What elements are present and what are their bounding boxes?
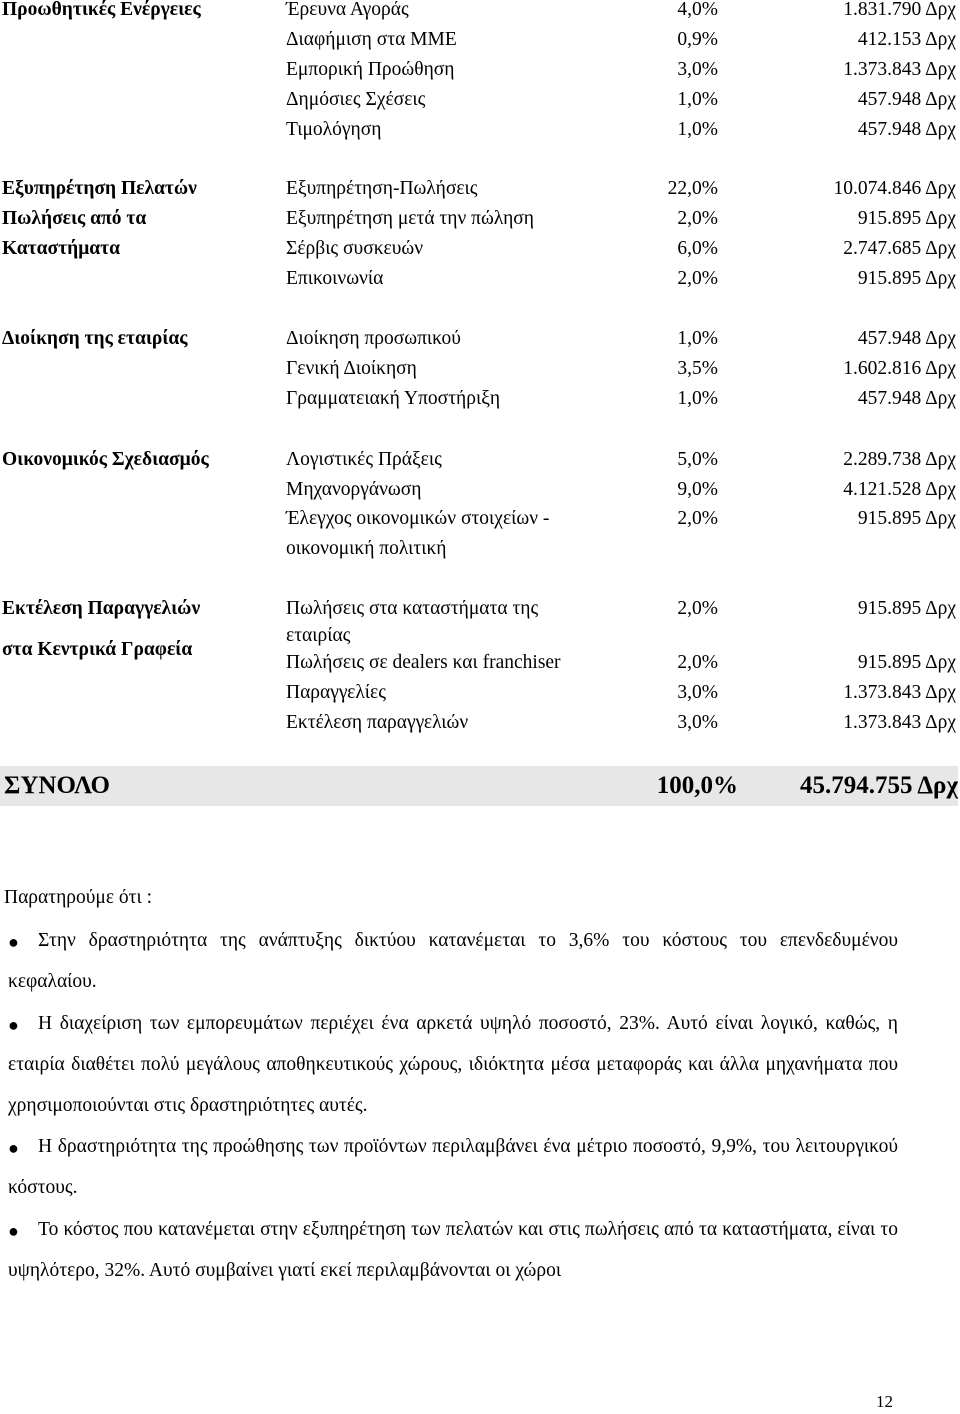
activity-cell: Πωλήσεις στα καταστήματα της [286,598,539,619]
section-title: Εκτέλεση Παραγγελιών [2,598,201,619]
activity-cell: Σέρβις συσκευών [286,238,424,259]
section-title: Διοίκηση της εταιρίας [2,328,188,349]
activity-cell: Γενική Διοίκηση [286,358,417,379]
amount-cell: 10.074.846 Δρχ [833,178,956,199]
amount-cell: 1.602.816 Δρχ [843,358,956,379]
activity-cell-continued: οικονομική πολιτική [286,538,447,559]
total-percent: 100,0% [656,772,738,799]
amount-cell: 915.895 Δρχ [857,598,956,619]
section-title: Πωλήσεις από τα [2,208,147,229]
amount-cell: 915.895 Δρχ [857,208,956,229]
amount-cell: 457.948 Δρχ [857,89,956,110]
notes-intro: Παρατηρούμε ότι : [4,887,153,908]
percent-cell: 3,5% [677,358,718,379]
activity-cell: Έλεγχος οικονομικών στοιχείων - [286,508,550,529]
activity-cell: Έρευνα Αγοράς [286,0,409,20]
activity-cell: Διοίκηση προσωπικού [286,328,461,349]
note-item: Στην δραστηριότητα της ανάπτυξης δικτύου κατανέμεται το 3,6% του κόστους του επενδεδυμένου κεφαλαίου. [8,930,898,992]
activity-cell-continued: εταιρίας [286,625,351,646]
amount-cell: 915.895 Δρχ [857,508,956,529]
percent-cell: 3,0% [677,682,718,703]
activity-cell: Παραγγελίες [286,682,386,703]
percent-cell: 2,0% [677,508,718,529]
percent-cell: 1,0% [677,328,718,349]
activity-cell: Πωλήσεις σε dealers και franchiser [286,652,561,673]
amount-cell: 1.373.843 Δρχ [843,712,956,733]
section-title: Εξυπηρέτηση Πελατών [2,178,197,199]
activity-cell: Εκτέλεση παραγγελιών [286,712,469,733]
amount-cell: 1.373.843 Δρχ [843,682,956,703]
activity-cell: Εξυπηρέτηση-Πωλήσεις [286,178,478,199]
activity-cell: Λογιστικές Πράξεις [286,449,442,470]
section-title: στα Κεντρικά Γραφεία [2,639,193,660]
total-label: ΣΥΝΟΛΟ [4,772,110,799]
section-title: Οικονομικός Σχεδιασμός [2,449,209,470]
amount-cell: 457.948 Δρχ [857,119,956,140]
section-title: Προωθητικές Ενέργειες [2,0,201,20]
activity-cell: Τιμολόγηση [286,119,382,140]
percent-cell: 1,0% [677,388,718,409]
percent-cell: 5,0% [677,449,718,470]
amount-cell: 2.289.738 Δρχ [843,449,956,470]
amount-cell: 457.948 Δρχ [857,328,956,349]
percent-cell: 2,0% [677,598,718,619]
amount-cell: 2.747.685 Δρχ [843,238,956,259]
percent-cell: 2,0% [677,268,718,289]
percent-cell: 0,9% [677,29,718,50]
percent-cell: 22,0% [667,178,718,199]
total-amount: 45.794.755 Δρχ [800,772,958,799]
percent-cell: 1,0% [677,119,718,140]
percent-cell: 2,0% [677,208,718,229]
bullet-icon: ● [8,932,19,952]
amount-cell: 915.895 Δρχ [857,268,956,289]
percent-cell: 1,0% [677,89,718,110]
activity-cell: Εξυπηρέτηση μετά την πώληση [286,208,535,229]
bullet-icon: ● [8,1015,19,1035]
activity-cell: Εμπορική Προώθηση [286,59,455,80]
note-item: Η διαχείριση των εμπορευμάτων περιέχει ένα αρκετά υψηλό ποσοστό, 23%. Αυτό είναι λογικό, καθώς, η εταιρία διαθέτει πολύ μεγάλους αποθηκευτικούς χώρους, ιδιόκτητα μέσα μεταφοράς και άλλα μηχανήματα που χρησιμοποιούνται στις δραστηριότητες αυτές. [8,1013,898,1116]
amount-cell: 412.153 Δρχ [857,29,956,50]
activity-cell: Μηχανοργάνωση [286,479,422,500]
activity-cell: Διαφήμιση στα ΜΜΕ [286,29,457,50]
activity-cell: Δημόσιες Σχέσεις [286,89,426,110]
bullet-icon: ● [8,1221,19,1241]
amount-cell: 1.373.843 Δρχ [843,59,956,80]
percent-cell: 2,0% [677,652,718,673]
note-item: Το κόστος που κατανέμεται στην εξυπηρέτηση των πελατών και στις πωλήσεις από τα καταστήματα, είναι το υψηλότερο, 32%. Αυτό συμβαίνει γιατί εκεί περιλαμβάνονται οι χώροι [8,1219,898,1281]
percent-cell: 6,0% [677,238,718,259]
amount-cell: 1.831.790 Δρχ [843,0,956,20]
activity-cell: Επικοινωνία [286,268,384,289]
amount-cell: 915.895 Δρχ [857,652,956,673]
note-item: Η δραστηριότητα της προώθησης των προϊόντων περιλαμβάνει ένα μέτριο ποσοστό, 9,9%, του λειτουργικού κόστους. [8,1136,898,1198]
amount-cell: 457.948 Δρχ [857,388,956,409]
bullet-icon: ● [8,1138,19,1158]
section-title: Καταστήματα [2,238,121,259]
page-number: 12 [876,1392,893,1411]
percent-cell: 3,0% [677,712,718,733]
amount-cell: 4.121.528 Δρχ [843,479,956,500]
percent-cell: 9,0% [677,479,718,500]
percent-cell: 4,0% [677,0,718,20]
activity-cell: Γραμματειακή Υποστήριξη [286,388,501,409]
percent-cell: 3,0% [677,59,718,80]
